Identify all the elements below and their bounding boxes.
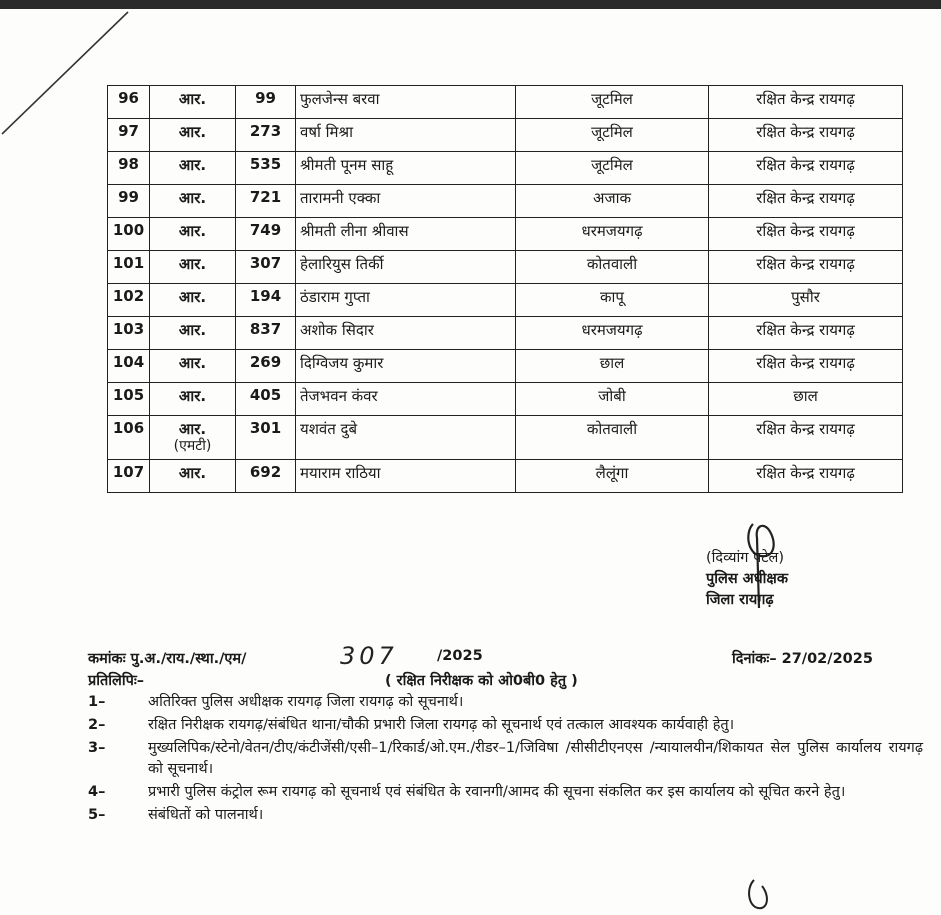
signatory-name: (दिव्यांग पटेल) <box>706 550 785 566</box>
list-item <box>88 782 923 803</box>
rank-cell-text: आर. <box>178 288 207 306</box>
employee-name-cell <box>296 119 516 152</box>
new-posting-cell-text: रक्षित केन्द्र रायगढ़ <box>756 354 855 372</box>
current-posting-cell <box>516 350 709 383</box>
serial-number-cell-text: 105 <box>112 386 145 404</box>
rank-cell <box>150 317 236 350</box>
list-item <box>88 692 923 713</box>
current-posting-cell-text: लैलूंगा <box>595 464 629 482</box>
list-item <box>88 715 923 736</box>
reference-year: /2025 <box>437 648 483 664</box>
new-posting-cell-text: रक्षित केन्द्र रायगढ़ <box>756 464 855 482</box>
rank-cell <box>150 251 236 284</box>
rank-cell <box>150 218 236 251</box>
employee-name-cell <box>296 185 516 218</box>
table-row <box>108 185 903 218</box>
employee-name-cell <box>296 416 516 460</box>
current-posting-cell <box>516 317 709 350</box>
employee-name-cell <box>296 251 516 284</box>
serial-number-cell <box>108 185 150 218</box>
serial-number-cell-text: 98 <box>118 155 139 173</box>
badge-number-cell <box>236 218 296 251</box>
new-posting-cell <box>709 284 903 317</box>
employee-name-cell-text: वर्षा मिश्रा <box>300 123 354 141</box>
serial-number-cell <box>108 86 150 119</box>
current-posting-cell <box>516 383 709 416</box>
new-posting-cell <box>709 152 903 185</box>
employee-name-cell-text: दिग्विजय कुमार <box>300 354 384 372</box>
new-posting-cell <box>709 86 903 119</box>
rank-cell <box>150 383 236 416</box>
serial-number-cell <box>108 152 150 185</box>
table-row <box>108 460 903 493</box>
badge-number-cell-text: 194 <box>249 287 282 305</box>
new-posting-cell-text: छाल <box>793 387 818 405</box>
current-posting-cell-text: जोबी <box>598 387 626 405</box>
badge-number-cell-text: 721 <box>249 188 282 206</box>
serial-number-cell <box>108 119 150 152</box>
signatory-designation: पुलिस अधीक्षक <box>706 571 788 587</box>
serial-number-cell <box>108 383 150 416</box>
employee-name-cell <box>296 460 516 493</box>
serial-number-cell <box>108 284 150 317</box>
badge-number-cell <box>236 119 296 152</box>
employee-name-cell-text: श्रीमती पूनम साहू <box>300 156 394 174</box>
issue-date: दिनांकः– 27/02/2025 <box>732 651 873 667</box>
rank-cell-text: आर. <box>178 255 207 273</box>
badge-number-cell <box>236 383 296 416</box>
table-row <box>108 350 903 383</box>
new-posting-cell <box>709 317 903 350</box>
new-posting-cell <box>709 460 903 493</box>
table-row <box>108 119 903 152</box>
badge-number-cell <box>236 152 296 185</box>
serial-number-cell-text: 102 <box>112 287 145 305</box>
reference-number: 307 <box>340 642 398 670</box>
current-posting-cell <box>516 460 709 493</box>
badge-number-cell-text: 837 <box>249 320 282 338</box>
serial-number-cell <box>108 251 150 284</box>
rank-cell <box>150 185 236 218</box>
current-posting-cell-text: छाल <box>599 354 625 372</box>
serial-number-cell <box>108 317 150 350</box>
badge-number-cell <box>236 416 296 460</box>
table-row <box>108 152 903 185</box>
badge-number-cell-text: 273 <box>249 122 282 140</box>
employee-name-cell-text: तारामनी एक्का <box>300 189 381 207</box>
serial-number-cell <box>108 460 150 493</box>
employee-name-cell-text: तेजभवन कंवर <box>300 387 378 405</box>
badge-number-cell-text: 307 <box>249 254 282 272</box>
new-posting-cell-text: रक्षित केन्द्र रायगढ़ <box>756 321 855 339</box>
signatory-district: जिला रायगढ़ <box>706 592 774 608</box>
serial-number-cell-text: 104 <box>112 353 145 371</box>
rank-subtype: (एमटी) <box>173 438 212 454</box>
employee-name-cell-text: यशवंत दुबे <box>300 420 358 438</box>
new-posting-cell-text: रक्षित केन्द्र रायगढ़ <box>756 255 855 273</box>
serial-number-cell-text: 97 <box>118 122 139 140</box>
rank-cell <box>150 350 236 383</box>
serial-number-cell-text: 103 <box>112 320 145 338</box>
employee-name-cell <box>296 284 516 317</box>
list-item-number: 1– <box>88 694 106 710</box>
badge-number-cell <box>236 185 296 218</box>
new-posting-cell <box>709 218 903 251</box>
serial-number-cell <box>108 218 150 251</box>
serial-number-cell-text: 107 <box>112 463 145 481</box>
employee-name-cell <box>296 152 516 185</box>
rank-cell-text: आर. <box>178 123 207 141</box>
serial-number-cell <box>108 350 150 383</box>
current-posting-cell-text: कापू <box>600 288 624 306</box>
new-posting-cell-text: रक्षित केन्द्र रायगढ़ <box>756 189 855 207</box>
current-posting-cell-text: धरमजयगढ़ <box>581 321 643 339</box>
employee-name-cell <box>296 383 516 416</box>
transfer-table <box>107 85 903 493</box>
copy-label: प्रतिलिपिः– <box>88 673 145 689</box>
serial-number-cell-text: 99 <box>118 188 139 206</box>
new-posting-cell <box>709 383 903 416</box>
new-posting-cell <box>709 416 903 460</box>
copy-list <box>88 692 923 828</box>
new-posting-cell <box>709 185 903 218</box>
current-posting-cell-text: जूटमिल <box>591 123 633 141</box>
list-item-text: प्रभारी पुलिस कंट्रोल रूम रायगढ़ को सूचनार्थ एवं संबंधित के रवानगी/आमद की सूचना संकलित कर इस कार्यालय को सूचित करने हेतु। <box>148 784 846 800</box>
badge-number-cell <box>236 460 296 493</box>
badge-number-cell <box>236 317 296 350</box>
rank-cell-text: आर. <box>178 222 207 240</box>
new-posting-cell-text: रक्षित केन्द्र रायगढ़ <box>756 420 855 438</box>
list-item <box>88 738 923 780</box>
badge-number-cell <box>236 86 296 119</box>
bottom-signature-fragment <box>740 878 780 915</box>
rank-cell <box>150 460 236 493</box>
rank-cell <box>150 119 236 152</box>
signature-block <box>706 548 788 611</box>
rank-cell-text: आर. <box>178 464 207 482</box>
badge-number-cell-text: 692 <box>249 463 282 481</box>
badge-number-cell-text: 99 <box>255 89 276 107</box>
current-posting-cell-text: कोतवाली <box>586 420 638 438</box>
rank-cell-text: आर. <box>178 189 207 207</box>
page-top-edge <box>0 0 941 9</box>
reference-prefix: कमांकः पु.अ./राय./स्था./एम/ <box>88 651 247 667</box>
current-posting-cell-text: जूटमिल <box>591 90 633 108</box>
current-posting-cell <box>516 251 709 284</box>
serial-number-cell-text: 100 <box>112 221 145 239</box>
current-posting-cell <box>516 185 709 218</box>
new-posting-cell-text: पुसौर <box>791 288 820 306</box>
table-row <box>108 416 903 460</box>
employee-name-cell-text: फुलजेन्स बरवा <box>300 90 380 108</box>
badge-number-cell <box>236 284 296 317</box>
new-posting-cell-text: रक्षित केन्द्र रायगढ़ <box>756 156 855 174</box>
employee-name-cell <box>296 218 516 251</box>
employee-name-cell-text: मयाराम राठिया <box>300 464 381 482</box>
rank-cell-text: आर. <box>178 321 207 339</box>
rank-cell-text: आर. <box>178 156 207 174</box>
rank-cell <box>150 284 236 317</box>
serial-number-cell <box>108 416 150 460</box>
list-item-number: 5– <box>88 807 106 823</box>
employee-name-cell-text: ठंडाराम गुप्ता <box>300 288 370 306</box>
new-posting-cell <box>709 251 903 284</box>
new-posting-cell <box>709 350 903 383</box>
list-item-text: संबंधितों को पालनार्थ। <box>148 807 264 823</box>
employee-name-cell-text: हेलारियुस तिर्की <box>300 255 384 273</box>
list-item-number: 3– <box>88 740 106 756</box>
copy-note: ( रक्षित निरीक्षक को ओ0बी0 हेतु ) <box>385 673 578 689</box>
serial-number-cell-text: 106 <box>112 419 145 437</box>
list-item-text: मुख्यलिपिक/स्टेनो/वेतन/टीए/कंटीजेंसी/एसी–1/रिकार्ड/ओ.एम./रीडर–1/जिविषा /सीसीटीएनएस /न्यायालयीन/शिकायत सेल पुलिस कार्यालय रायगढ़ को सूचनार्थ। <box>148 740 923 777</box>
badge-number-cell <box>236 350 296 383</box>
new-posting-cell-text: रक्षित केन्द्र रायगढ़ <box>756 90 855 108</box>
current-posting-cell-text: जूटमिल <box>591 156 633 174</box>
rank-cell-text: आर. <box>178 387 207 405</box>
table-row <box>108 251 903 284</box>
employee-name-cell <box>296 317 516 350</box>
new-posting-cell <box>709 119 903 152</box>
transfer-table-body <box>108 86 903 493</box>
rank-cell-text: आर. <box>178 90 207 108</box>
new-posting-cell-text: रक्षित केन्द्र रायगढ़ <box>756 123 855 141</box>
current-posting-cell-text: अजाक <box>593 189 631 207</box>
list-item-number: 2– <box>88 717 106 733</box>
current-posting-cell <box>516 218 709 251</box>
table-row <box>108 383 903 416</box>
current-posting-cell-text: कोतवाली <box>586 255 638 273</box>
serial-number-cell-text: 96 <box>118 89 139 107</box>
rank-cell <box>150 152 236 185</box>
employee-name-cell-text: अशोक सिदार <box>300 321 374 339</box>
current-posting-cell <box>516 86 709 119</box>
rank-cell <box>150 416 236 460</box>
table-row <box>108 86 903 119</box>
new-posting-cell-text: रक्षित केन्द्र रायगढ़ <box>756 222 855 240</box>
badge-number-cell-text: 535 <box>249 155 282 173</box>
employee-name-cell-text: श्रीमती लीना श्रीवास <box>300 222 409 240</box>
current-posting-cell <box>516 284 709 317</box>
current-posting-cell-text: धरमजयगढ़ <box>581 222 643 240</box>
serial-number-cell-text: 101 <box>112 254 145 272</box>
table-row <box>108 284 903 317</box>
badge-number-cell <box>236 251 296 284</box>
table-row <box>108 317 903 350</box>
employee-name-cell <box>296 350 516 383</box>
list-item-number: 4– <box>88 784 106 800</box>
current-posting-cell <box>516 119 709 152</box>
table-row <box>108 218 903 251</box>
list-item <box>88 805 923 826</box>
rank-cell <box>150 86 236 119</box>
list-item-text: रक्षित निरीक्षक रायगढ़/संबंधित थाना/चौकी प्रभारी जिला रायगढ़ को सूचनार्थ एवं तत्काल आवश्यक कार्यवाही हेतु। <box>148 717 735 733</box>
list-item-text: अतिरिक्त पुलिस अधीक्षक रायगढ़ जिला रायगढ़ को सूचनार्थ। <box>148 694 464 710</box>
rank-cell-text: आर. <box>178 420 207 438</box>
badge-number-cell-text: 749 <box>249 221 282 239</box>
current-posting-cell <box>516 152 709 185</box>
employee-name-cell <box>296 86 516 119</box>
badge-number-cell-text: 405 <box>249 386 282 404</box>
current-posting-cell <box>516 416 709 460</box>
rank-cell-text: आर. <box>178 354 207 372</box>
badge-number-cell-text: 269 <box>249 353 282 371</box>
badge-number-cell-text: 301 <box>249 419 282 437</box>
